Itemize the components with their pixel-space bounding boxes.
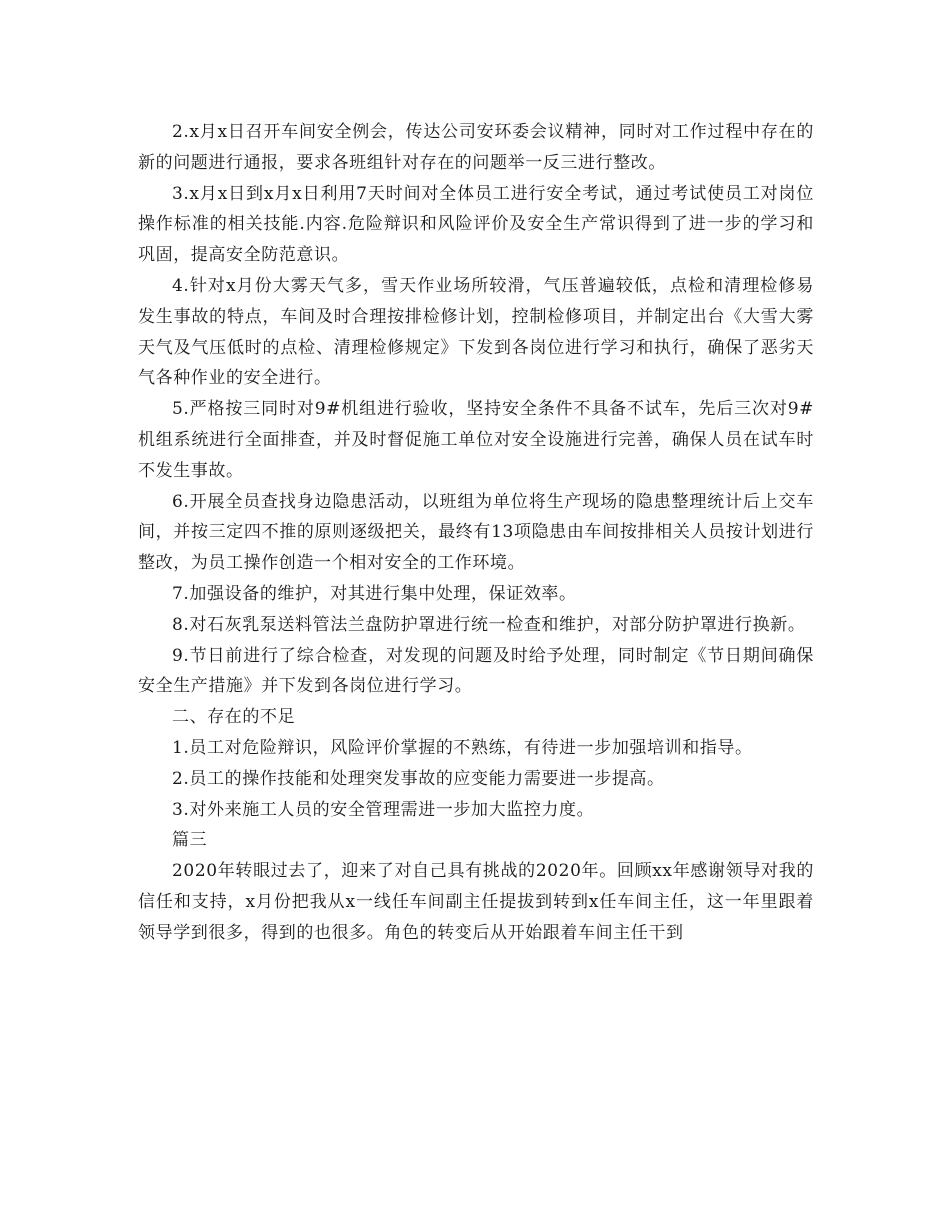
paragraph-item-3: 3.x月x日到x月x日利用7天时间对全体员工进行安全考试，通过考试使员工对岗位操作标准的相关技能.内容.危险辩识和风险评价及安全生产常识得到了进一步的学习和巩固，提高安全防范意识。 xyxy=(138,183,814,266)
paragraph-item-7: 7.加强设备的维护，对其进行集中处理，保证效率。 xyxy=(172,583,577,604)
document-body xyxy=(138,117,814,949)
paragraph-item-4: 4.针对x月份大雾天气多，雪天作业场所较滑，气压普遍较低，点检和清理检修易发生事故的特点，车间及时合理按排检修计划，控制检修项目，并制定出台《大雪大雾天气及气压低时的点检、清理检修规定》下发到各岗位进行学习和执行，确保了恶劣天气各种作业的安全进行。 xyxy=(138,275,814,389)
shortcoming-item-1: 1.员工对危险辩识，风险评价掌握的不熟练，有待进一步加强培训和指导。 xyxy=(172,737,753,758)
paragraph-item-5: 5.严格按三同时对9#机组进行验收，坚持安全条件不具备不试车，先后三次对9#机组系统进行全面排查，并及时督促施工单位对安全设施进行完善，确保人员在试车时不发生事故。 xyxy=(138,399,814,481)
paragraph-item-9: 9.节日前进行了综合检查，对发现的问题及时给予处理，同时制定《节日期间确保安全生产措施》并下发到各岗位进行学习。 xyxy=(138,645,814,697)
shortcoming-item-2: 2.员工的操作技能和处理突发事故的应变能力需要进一步提高。 xyxy=(172,768,665,789)
shortcoming-item-3: 3.对外来施工人员的安全管理需进一步加大监控力度。 xyxy=(172,799,595,820)
paragraph-item-2: 2.x月x日召开车间安全例会，传达公司安环委会议精神，同时对工作过程中存在的新的问题进行通报，要求各班组针对存在的问题举一反三进行整改。 xyxy=(138,122,814,173)
paragraph-item-8: 8.对石灰乳泵送料管法兰盘防护罩进行统一检查和维护，对部分防护罩进行换新。 xyxy=(172,614,806,635)
paragraph-item-6: 6.开展全员查找身边隐患活动，以班组为单位将生产现场的隐患整理统计后上交车间，并按三定四不推的原则逐级把关，最终有13项隐患由车间按排相关人员按计划进行整改，为员工操作创造一个相对安全的工作环境。 xyxy=(138,491,814,574)
section-heading-shortcomings: 二、存在的不足 xyxy=(172,707,296,728)
part-three-paragraph: 2020年转眼过去了，迎来了对自己具有挑战的2020年。回顾xx年感谢领导对我的信任和支持，x月份把我从x一线任车间副主任提拔到转到x任车间主任，这一年里跟着领导学到很多，得到的也很多。角色的转变后从开始跟着车间主任干到 xyxy=(138,861,814,943)
part-heading-three: 篇三 xyxy=(172,830,208,851)
